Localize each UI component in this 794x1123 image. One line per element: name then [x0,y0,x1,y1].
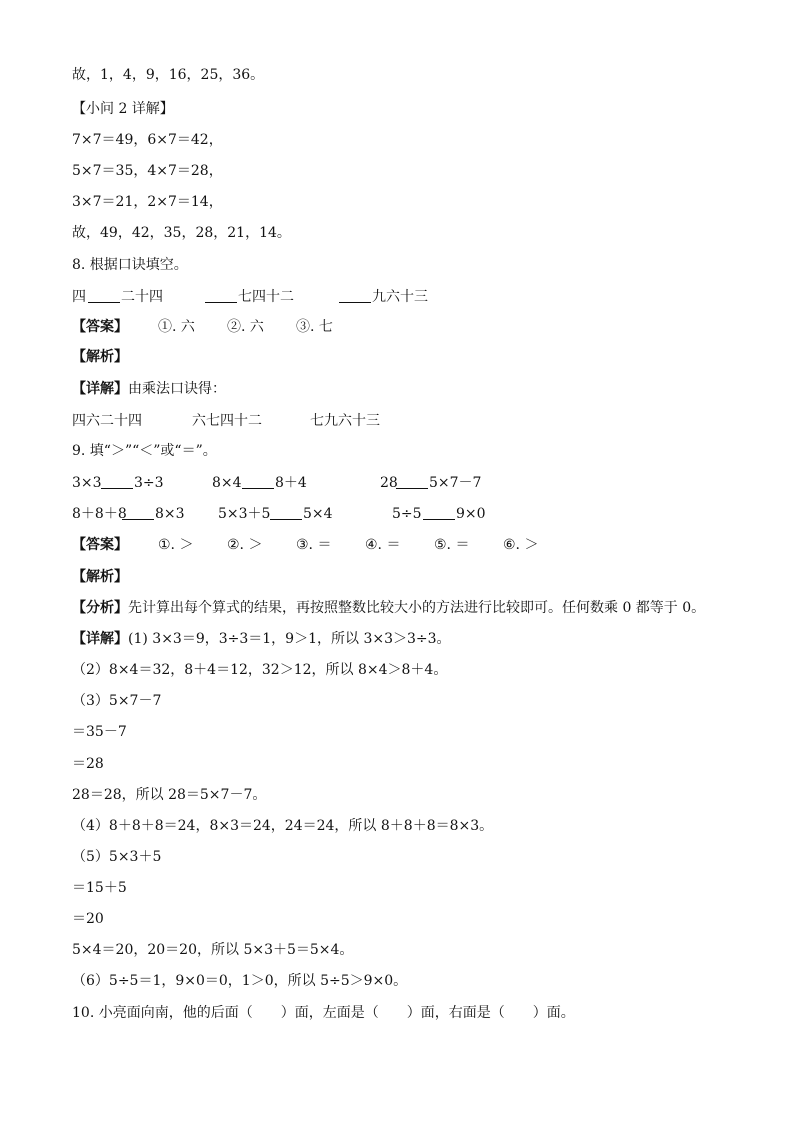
fill-blank [88,288,120,303]
fill-blank [270,505,302,520]
q8-item-2-after: 七四十二 [238,289,294,305]
answer-item: ④. ＝ [365,537,401,553]
text-line: 28＝28，所以 28＝5×7－7。 [72,787,267,803]
text-line: （2）8×4＝32，8＋4＝12，32＞12，所以 8×4＞8＋4。 [72,662,448,678]
text-line: 故，1，4，9，16，25，36。 [72,67,265,83]
text-line: （5）5×3＋5 [72,849,162,865]
answer-item: ③. ＝ [296,537,332,553]
q8-item-3-after: 九六十三 [372,289,428,305]
q9-expr-left: 8＋8＋8 [72,506,127,522]
answer-item: ②. ＞ [227,537,263,553]
answer-item: ①. 六 [158,319,195,335]
q9-expr-right: 9×0 [456,506,486,522]
text-line: ＝35－7 [72,724,127,740]
fill-blank [205,288,237,303]
text-line: 5×4＝20，20＝20，所以 5×3＋5＝5×4。 [72,942,354,958]
text-line: （3）5×7－7 [72,693,162,709]
answer-item: ①. ＞ [158,537,194,553]
text-line: （4）8＋8＋8＝24，8×3＝24，24＝24，所以 8＋8＋8＝8×3。 [72,818,494,834]
text-line: 5×7＝35，4×7＝28， [72,163,223,179]
q9-expr-right: 5×4 [303,506,333,522]
q9-expr-left: 28 [380,475,398,491]
fill-blank [101,474,133,489]
section-heading: 【小问 2 详解】 [72,101,174,117]
question-9: 9. 填“＞”“＜”或“＝”。 [72,443,217,459]
q9-expr-left: 3×3 [72,475,102,491]
detail-text: (1) 3×3＝9，3÷3＝1，9＞1，所以 3×3＞3÷3。 [128,631,451,647]
result-item: 六七四十二 [192,413,262,429]
q9-expr-left: 5÷5 [392,506,422,522]
detail-text: 由乘法口诀得： [128,381,226,397]
answer-item: ⑥. ＞ [503,537,539,553]
text-line: 7×7＝49，6×7＝42， [72,132,223,148]
fill-blank [122,505,154,520]
text-line: ＝28 [72,756,104,772]
answer-item: ⑤. ＝ [434,537,470,553]
answer-label: 【答案】 [72,319,128,335]
text-line: ＝20 [72,911,104,927]
answer-item: ③. 七 [296,319,333,335]
fenxi-text: 先计算出每个算式的结果，再按照整数比较大小的方法进行比较即可。任何数乘 0 都等于 0。 [128,600,706,616]
fill-blank [339,288,371,303]
answer-item: ②. 六 [227,319,264,335]
detail-label: 【详解】 [72,631,128,647]
q9-expr-left: 5×3＋5 [218,506,271,522]
text-line: 故，49，42，35，28，21，14。 [72,225,291,241]
q9-expr-right: 8×3 [155,506,185,522]
result-item: 七九六十三 [310,413,380,429]
text-line: ＝15＋5 [72,880,127,896]
q9-expr-left: 8×4 [212,475,242,491]
analysis-label: 【解析】 [72,569,128,585]
question-8: 8. 根据口诀填空。 [72,257,188,273]
answer-label: 【答案】 [72,537,128,553]
fill-blank [242,474,274,489]
question-10: 10. 小亮面向南，他的后面（ ）面，左面是（ ）面，右面是（ ）面。 [72,1005,575,1021]
result-item: 四六二十四 [72,413,142,429]
q8-item-1-before: 四 [72,289,86,305]
fill-blank [423,505,455,520]
q9-expr-right: 8＋4 [275,475,307,491]
detail-label: 【详解】 [72,381,128,397]
text-line: （6）5÷5＝1，9×0＝0，1＞0，所以 5÷5＞9×0。 [72,973,408,989]
analysis-label: 【解析】 [72,349,128,365]
q8-item-1-after: 二十四 [121,289,163,305]
fenxi-label: 【分析】 [72,600,128,616]
fill-blank [396,474,428,489]
text-line: 3×7＝21，2×7＝14， [72,194,223,210]
q9-expr-right: 5×7－7 [429,475,482,491]
q9-expr-right: 3÷3 [134,475,164,491]
